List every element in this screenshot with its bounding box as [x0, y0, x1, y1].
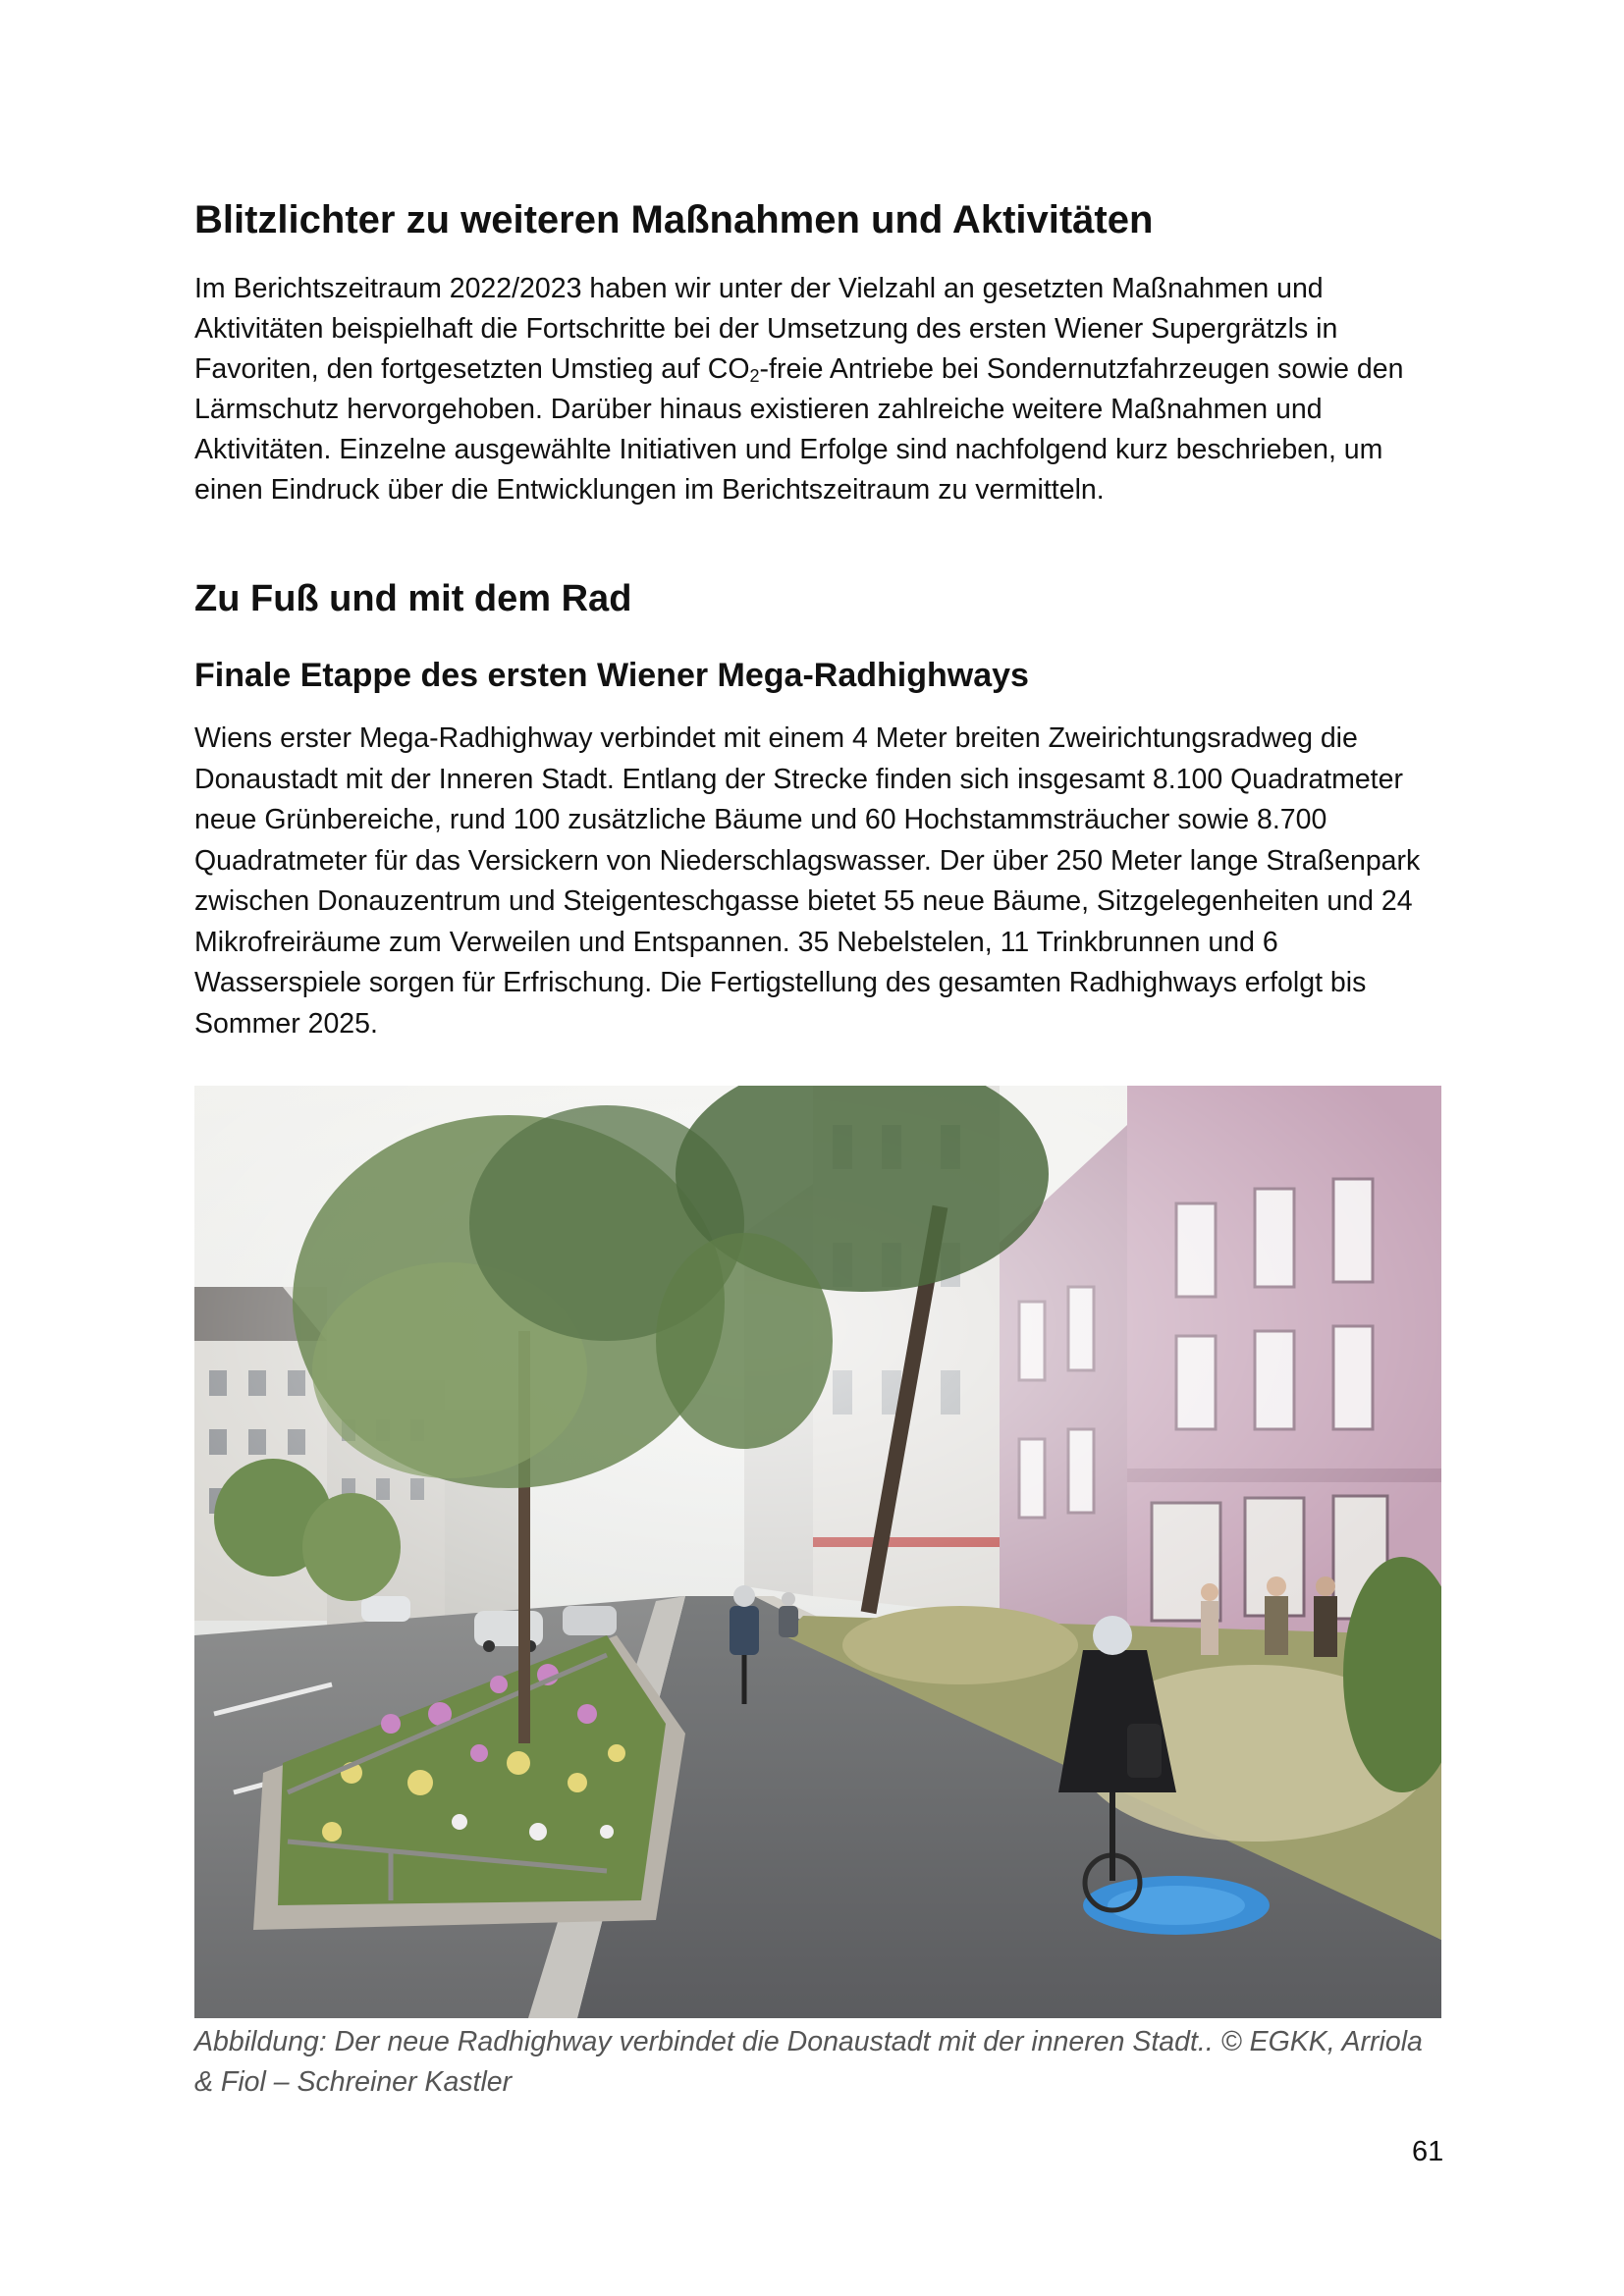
article-body: Wiens erster Mega-Radhighway verbindet mit einem 4 Meter breiten Zweirichtungsradweg die Donaustadt mit der Inneren Stadt. Entlang der Strecke finden sich insgesamt 8.100 Quadratmeter neue Grünbereiche, rund 100 zusätzliche Bäume und 60 Hochstammsträucher sowie 8.700 Quadratmeter für das Versickern von Niederschlagswasser. Der über 250 Meter lange Straßenpark zwischen Donauzentrum und Steigenteschgasse bietet 55 neue Bäume, Sitzgelegenheiten und 24 Mikrofreiräume zum Verweilen und Entspannen. 35 Nebelstelen, 11 Trinkbrunnen und 6 Wasserspiele sorgen für Erfrischung. Die Fertigstellung des gesamten Radhighways erfolgt bis Sommer 2025. [194, 722, 1421, 1040]
intro-text-end: -freie Antriebe bei Sondernutzfahrzeugen sowie den Lärmschutz hervorgehoben. Darüber hinaus existieren zahlreiche weitere Maßnahmen und Aktivitäten. Einzelne ausgewählte Initiativen und Erfolge sind nachfolgend kurz beschrieben, um einen Eindruck über die Entwicklungen im Berichtszeitraum zu vermitteln. [194, 353, 1404, 506]
article-title: Finale Etappe des ersten Wiener Mega-Radhighways [194, 657, 1029, 694]
section-title: Zu Fuß und mit dem Rad [194, 578, 632, 619]
street-illustration [194, 1086, 1441, 2018]
co2-subscript: 2 [749, 366, 760, 386]
intro-text-start: Im Berichtszeitraum 2022/2023 haben wir unter der Vielzahl an gesetzten Maßnahmen und Aktivitäten beispielhaft die Fortschritte bei der Umsetzung des ersten Wiener Supergrätzls in Favoriten, den fortgesetzten Umstieg auf CO [194, 273, 1338, 385]
figure-caption: Abbildung: Der neue Radhighway verbindet die Donaustadt mit der inneren Stadt.. © EGKK, Arriola & Fiol – Schreiner Kastler [194, 2026, 1423, 2098]
page-heading: Blitzlichter zu weiteren Maßnahmen und Aktivitäten [194, 198, 1154, 241]
intro-paragraph [194, 269, 1446, 510]
street-rendering-image [194, 1086, 1441, 2018]
page-number: 61 [1412, 2136, 1444, 2167]
